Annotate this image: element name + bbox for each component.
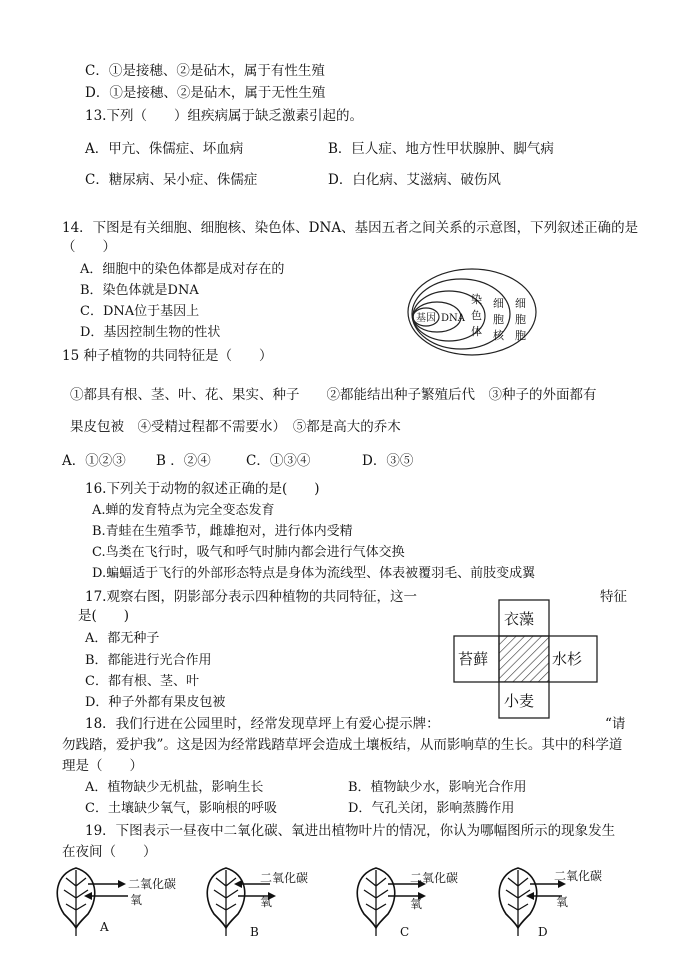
arrow-in-icon: [84, 892, 92, 900]
leaf-diagram-a: [48, 862, 178, 942]
q13-option-d: D．白化病、艾滋病、破伤风: [328, 172, 501, 188]
shared-feature-area: [499, 636, 549, 682]
co2-label: 二氧化碳: [554, 869, 603, 883]
cell-label-3: 胞: [515, 329, 526, 342]
nucleus-label-1: 细: [493, 297, 504, 310]
q16-option-a: A.蝉的发育特点为完全变态发育: [92, 503, 275, 518]
q18-option-d: D．气孔关闭，影响蒸腾作用: [348, 801, 515, 816]
o2-label: 氧: [260, 895, 273, 909]
q18-option-a: A．植物缺少无机盐，影响生长: [85, 780, 264, 795]
q18-stem: 18．我们行进在公园里时，经常发现草坪上有爱心提示牌：: [85, 716, 440, 732]
option-label-a: A: [100, 920, 109, 934]
q12-option-d: D．①是接穗、②是砧木，属于无性生殖: [85, 85, 326, 101]
q17-option-b: B．都能进行光合作用: [85, 653, 212, 668]
q16-option-d: D.蝙蝠适于飞行的外部形态特点是身体为流线型、体表被覆羽毛、前肢变成翼: [92, 566, 536, 581]
q16-option-c: C.鸟类在飞行时，吸气和呼气时肺内都会进行气体交换: [92, 545, 405, 560]
q18-stem-line2: 勿践踏，爱护我”。这是因为经常践踏草坪会造成土壤板结，从而影响草的生长。其中的科学道: [62, 737, 623, 753]
q15-option-c: C．①③④: [246, 453, 311, 469]
q18-stem-end: “请: [605, 716, 626, 732]
co2-label: 二氧化碳: [128, 877, 177, 891]
q17-option-c: C．都有根、茎、叶: [85, 674, 199, 689]
arrow-out-icon: [118, 880, 126, 888]
q15-stem: 15 种子植物的共同特征是（ ）: [62, 348, 273, 364]
q17-stem-end: 特征: [600, 589, 627, 605]
q18-option-c: C．土壤缺少氧气，影响根的呼吸: [85, 801, 277, 816]
q13-option-a: A．甲亢、侏儒症、坏血病: [85, 141, 244, 157]
q17-stem-line2: 是( ): [78, 608, 130, 624]
q19-stem: 19．下图表示一昼夜中二氧化碳、氧进出植物叶片的情况，你认为哪幅图所示的现象发生: [85, 823, 616, 839]
o2-label: 氧: [556, 895, 569, 909]
label-bottom: 小麦: [504, 692, 535, 710]
arrow-in-icon: [526, 892, 534, 900]
option-label-c: C: [400, 925, 410, 939]
leaf-vein: [64, 870, 88, 936]
co2-label: 二氧化碳: [260, 871, 309, 885]
q13-option-b: B．巨人症、地方性甲状腺肿、脚气病: [328, 141, 554, 157]
cell-nested-diagram: [405, 264, 540, 358]
q14-option-b: B．染色体就是DNA: [80, 283, 199, 298]
q15-option-d: D．③⑤: [362, 453, 414, 469]
leaf-vein: [214, 870, 238, 936]
o2-label: 氧: [130, 893, 143, 907]
o2-label: 氧: [410, 897, 423, 911]
leaf-diagram-b: [198, 862, 328, 942]
q13-stem: 13.下列（ ）组疾病属于缺乏激素引起的。: [85, 108, 363, 124]
q12-option-c: C．①是接穗、②是砧木，属于有性生殖: [85, 63, 325, 79]
leaf-diagram-c: [348, 862, 478, 942]
q17-stem: 17.观察右图，阴影部分表示四种植物的共同特征，这一: [85, 589, 417, 605]
leaf-diagram-d: [490, 862, 620, 942]
q16-option-b: B.青蛙在生殖季节，雌雄抱对，进行体内受精: [92, 524, 353, 539]
q17-option-a: A．都无种子: [85, 631, 160, 646]
q17-option-d: D．种子外都有果皮包被: [85, 695, 226, 710]
q15-option-a: A．①②③: [62, 453, 126, 469]
q18-option-b: B．植物缺少水，影响光合作用: [348, 780, 527, 795]
plant-cross-diagram: [452, 598, 600, 720]
q16-stem: 16.下列关于动物的叙述正确的是( ): [85, 481, 320, 497]
label-right: 水杉: [552, 650, 583, 668]
arrow-in-icon: [234, 880, 242, 888]
q15-statement-line1: ①都具有根、茎、叶、花、果实、种子 ②都能结出种子繁殖后代 ③种子的外面都有: [70, 387, 597, 403]
q15-statement-line2: 果皮包被 ④受精过程都不需要水） ⑤都是高大的乔木: [70, 419, 401, 435]
q13-option-c: C．糖尿病、呆小症、侏儒症: [85, 172, 258, 188]
q14-option-d: D．基因控制生物的性状: [80, 325, 221, 340]
leaf-vein: [364, 870, 388, 936]
q19-stem-line2: 在夜间（ ）: [62, 844, 157, 860]
label-top: 衣藻: [504, 610, 535, 628]
q15-option-b: B ．②④: [156, 453, 211, 469]
dna-label: DNA: [441, 313, 465, 324]
label-left: 苔藓: [458, 650, 489, 668]
chromosome-label-3: 体: [471, 325, 482, 338]
cell-label-1: 细: [515, 297, 526, 310]
option-label-b: B: [250, 925, 259, 939]
chromosome-label-1: 染: [471, 293, 482, 306]
q18-stem-line3: 理是（ ）: [62, 758, 143, 774]
nucleus-label-3: 核: [493, 329, 504, 342]
co2-label: 二氧化碳: [410, 871, 459, 885]
cell-label-2: 胞: [515, 313, 526, 326]
nucleus-label-2: 胞: [493, 313, 504, 326]
chromosome-label-2: 色: [471, 309, 482, 322]
option-label-d: D: [538, 925, 548, 939]
q14-stem-paren: （ ）: [62, 239, 116, 255]
q14-option-a: A．细胞中的染色体都是成对存在的: [80, 262, 285, 277]
leaf-vein: [506, 870, 530, 936]
q14-stem: 14．下图是有关细胞、细胞核、染色体、DNA、基因五者之间关系的示意图，下列叙述正确的是: [62, 220, 639, 236]
q14-option-c: C．DNA位于基因上: [80, 304, 200, 319]
gene-label: 基因: [416, 313, 436, 324]
